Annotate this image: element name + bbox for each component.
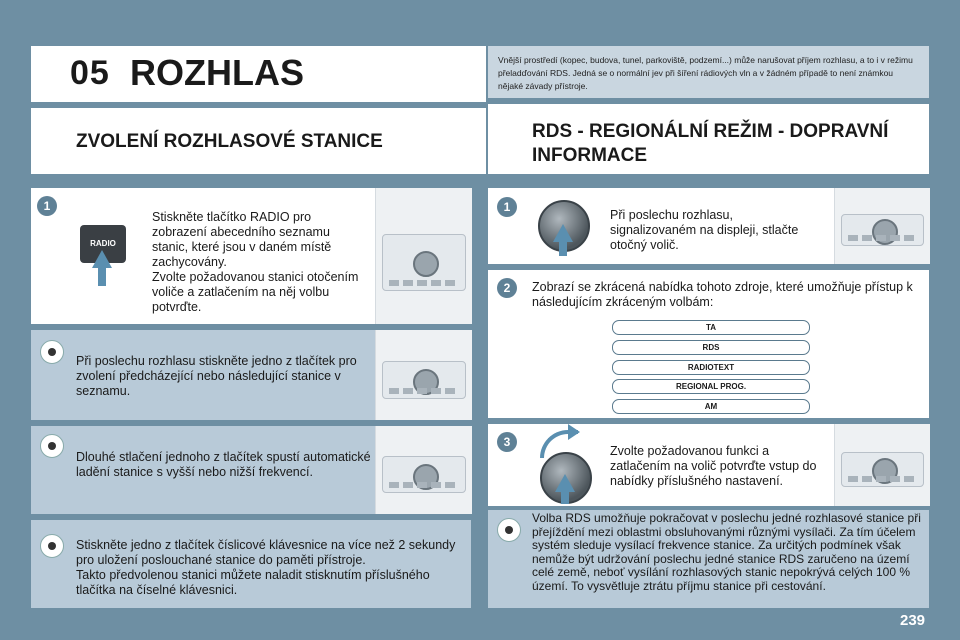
menu-option-rds[interactable]: RDS	[612, 340, 810, 355]
chapter-title: ROZHLAS	[130, 52, 304, 93]
radio-panel-image	[375, 330, 472, 420]
menu-option-ta[interactable]: TA	[612, 320, 810, 335]
arrow-stem	[559, 240, 567, 256]
radio-panel-image	[375, 426, 472, 514]
step-badge: 3	[497, 432, 517, 452]
right-tip-text: Volba RDS umožňuje pokračovat v poslechu jedné rozhlasové stanice při přejíždění mezi oblastmi obsluhovanými různými vysílači. Za tím účelem systém sleduje vysílací frekvence stanice. Za určitých podmínek však nemůže být udržování poslechu jedné stanice RDS zaručeno na území celé země, neboť vysílání rozhlasových stanic nepokrývá celých 100 % území. To vysvětluje ztrátu příjmu stanice při cestování.	[532, 511, 921, 593]
left-step1-text: Stiskněte tlačítko RADIO pro zobrazení abecedního seznamu stanic, které jsou v daném místě zachycovány. Zvolte požadovanou stanici otočením voliče a zatlačením na něj volbu potvrďte.	[152, 210, 359, 314]
left-tip1-text: Při poslechu rozhlasu stiskněte jedno z tlačítek pro zvolení předcházející nebo následující stanice v seznamu.	[76, 354, 357, 398]
left-tip2-text: Dlouhé stlačení jednoho z tlačítek spustí automatické ladění stanice s vyšší nebo nižší frekvencí.	[76, 450, 371, 479]
right-step1-text: Při poslechu rozhlasu, signalizovaném na displeji, stlačte otočný volič.	[610, 208, 799, 252]
rotate-arrow-head	[568, 424, 580, 440]
radio-panel-image	[834, 424, 930, 506]
step-badge: 2	[497, 278, 517, 298]
chapter-number: 05	[70, 54, 110, 92]
menu-option-radiotext[interactable]: RADIOTEXT	[612, 360, 810, 375]
radio-button-icon: RADIO	[80, 225, 126, 263]
tip-icon	[497, 518, 521, 542]
radio-panel-image	[834, 188, 930, 264]
tip-icon	[40, 434, 64, 458]
page-number: 239	[900, 612, 926, 629]
right-step2-text: Zobrazí se zkrácená nabídka tohoto zdroje, které umožňuje přístup k následujícím zkráceným volbám:	[532, 280, 913, 309]
left-section-title: ZVOLENÍ ROZHLASOVÉ STANICE	[76, 131, 383, 152]
tip-icon	[40, 340, 64, 364]
step-badge: 1	[497, 197, 517, 217]
menu-option-am[interactable]: AM	[612, 399, 810, 414]
tip-icon	[40, 534, 64, 558]
step-badge: 1	[37, 196, 57, 216]
note-text: Vnější prostředí (kopec, budova, tunel, parkoviště, podzemí...) může narušovat příjem rozhlasu, a to i v režimu přeladďování RDS. Jedná se o normální jev při šíření rádiových vln a v žádném případě to není známkou nějaké závady přístroje.	[498, 55, 913, 91]
radio-panel-image	[375, 188, 472, 324]
arrow-stem	[98, 266, 106, 286]
menu-option-regional-prog[interactable]: REGIONAL PROG.	[612, 379, 810, 394]
arrow-stem	[561, 490, 569, 504]
left-tip3-text: Stiskněte jedno z tlačítek číslicové klávesnice na více než 2 sekundy pro uložení poslouchané stanice do paměti přístroje. Takto předvolenou stanici můžete naladit stisknutím příslušného tlačítka na číselné klávesnici.	[76, 538, 456, 597]
right-step3-text: Zvolte požadovanou funkci a zatlačením na volič potvrďte vstup do nabídky příslušného nastavení.	[610, 444, 817, 488]
right-section-title: RDS - REGIONÁLNÍ REŽIM - DOPRAVNÍ INFORMACE	[532, 121, 889, 166]
